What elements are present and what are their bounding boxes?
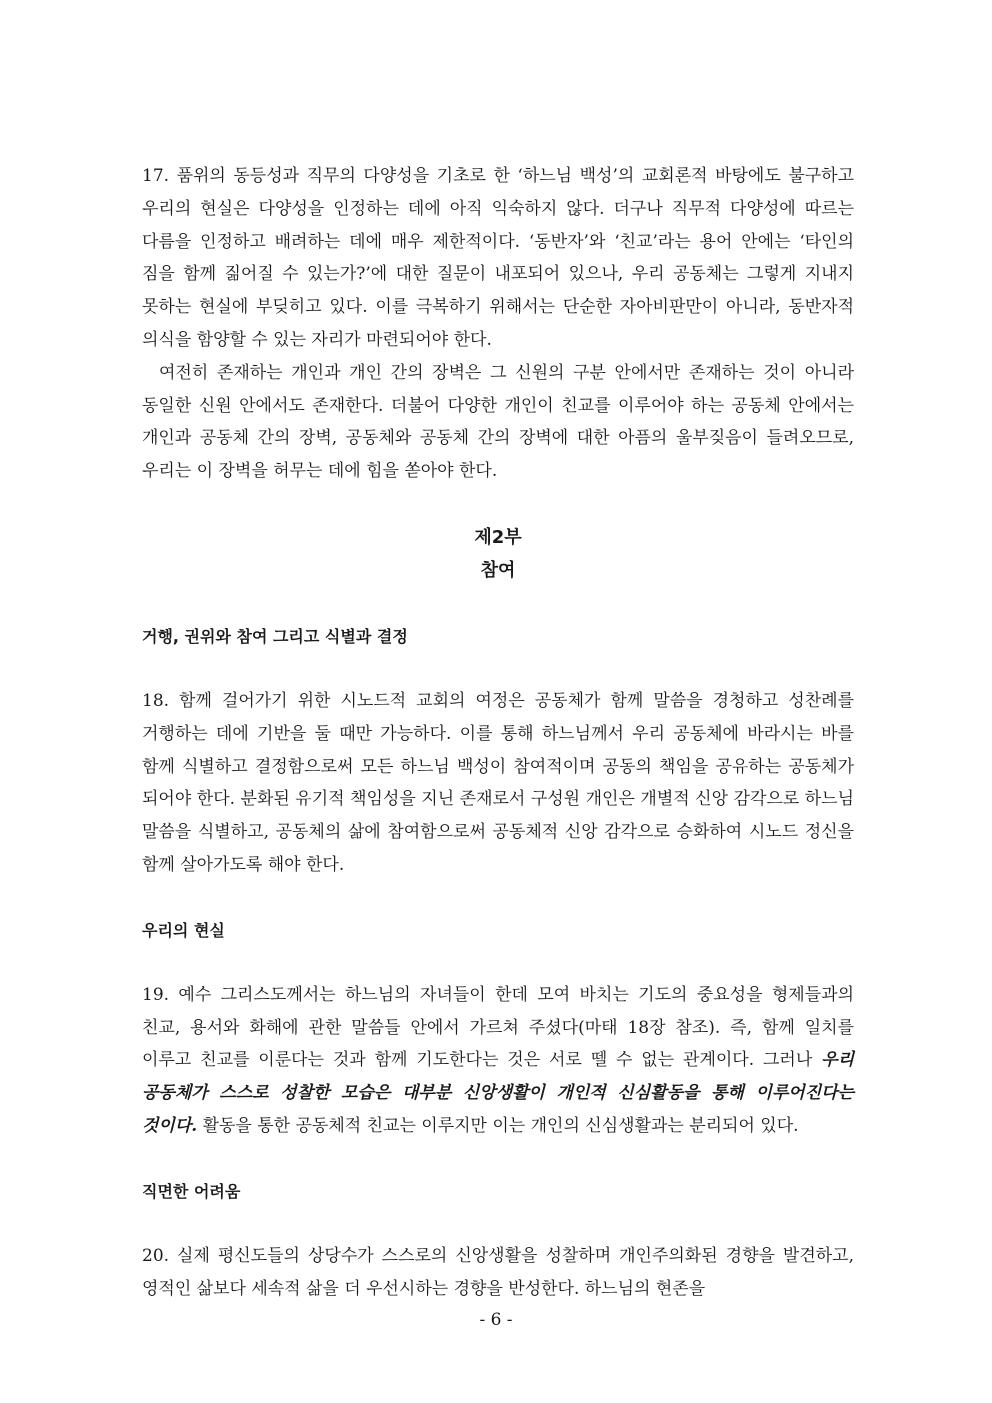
- part-number: 제2부: [474, 526, 522, 548]
- spacer: [142, 882, 854, 914]
- spacer: [142, 587, 854, 620]
- paragraph-19: [142, 979, 854, 1143]
- spacer: [142, 653, 854, 685]
- paragraph-17-continued: 여전히 존재하는 개인과 개인 간의 장벽은 그 신원의 구분 안에서만 존재하는 것이 아니라 동일한 신원 안에서도 존재한다. 더불어 다양한 개인이 친교를 이루어야 하는 공동체 안에서는 개인과 공동체 간의 장벽, 공동체와 공동체 간의 장벽에 대한 아픔의 울부짖음이 들려오므로, 우리는 이 장벽을 허무는 데에 힘을 쏟아야 한다.: [142, 362, 854, 482]
- paragraph-19-emphasis: 우리 공동체가 스스로 성찰한 모습은 대부분 신앙생활이 개인적 신심활동을 통해 이루어진다는 것이다.: [142, 1050, 854, 1136]
- paragraph-18: 18. 함께 걸어가기 위한 시노드적 교회의 여정은 공동체가 함께 말씀을 경청하고 성찬례를 거행하는 데에 기반을 둘 때만 가능하다. 이를 통해 하느님께서 우리 공동체에 바라시는 바를 함께 식별하고 결정함으로써 모든 하느님 백성이 참여적이며 공동의 책임을 공유하는 공동체가 되어야 한다. 분화된 유기적 책임성을 지닌 존재로서 구성원 개인은 개별적 신앙 감각으로 하느님 말씀을 식별하고, 공동체의 삶에 참여함으로써 공동체적 신앙 감각으로 승화하여 시노드 정신을 함께 살아가도록 해야 한다.: [142, 690, 854, 875]
- paragraph-20: 20. 실제 평신도들의 상당수가 스스로의 신앙생활을 성찰하며 개인주의화된 경향을 발견하고, 영적인 삶보다 세속적 삶을 더 우선시하는 경향을 반성한다. 하느님의 현존을: [142, 1245, 854, 1299]
- spacer: [142, 947, 854, 979]
- paragraph-19-text-end: 활동을 통한 공동체적 친교는 이루지만 이는 개인의 신심생활과는 분리되어 있다.: [197, 1115, 799, 1136]
- paragraph-19-text-start: 19. 예수 그리스도께서는 하느님의 자녀들이 한데 모여 바치는 기도의 중요성을 형제들과의 친교, 용서와 화해에 관한 말씀들 안에서 가르쳐 주셨다(마태 18장 참조). 즉, 함께 일치를 이루고 친교를 이룬다는 것과 함께 기도한다는 것은 서로 뗄 수 없는 관계이다. 그러나: [142, 984, 854, 1071]
- paragraph-17: 17. 품위의 동등성과 직무의 다양성을 기초로 한 ‘하느님 백성’의 교회론적 바탕에도 불구하고 우리의 현실은 다양성을 인정하는 데에 아직 익숙하지 않다. 더구나 직무적 다양성에 따르는 다름을 인정하고 배려하는 데에 매우 제한적이다. ‘동반자’와 ‘친교’라는 용어 안에는 ‘타인의 짐을 함께 짊어질 수 있는가?’에 대한 질문이 내포되어 있으나, 우리 공동체는 그렇게 지내지 못하는 현실에 부딪히고 있다. 이를 극복하기 위해서는 단순한 자아비판만이 아니라, 동반자적 의식을 함양할 수 있는 자리가 마련되어야 한다.: [142, 166, 854, 350]
- document-body: [142, 160, 854, 1305]
- part-title: 참여: [480, 559, 516, 581]
- section-heading-reality: 우리의 현실: [142, 920, 225, 940]
- spacer: [142, 1208, 854, 1240]
- section-heading-difficulties: 직면한 어려움: [142, 1181, 241, 1201]
- page-number: - 6 -: [479, 1310, 513, 1330]
- spacer: [142, 1143, 854, 1175]
- section-heading-celebration: 거행, 권위와 참여 그리고 식별과 결정: [142, 626, 408, 646]
